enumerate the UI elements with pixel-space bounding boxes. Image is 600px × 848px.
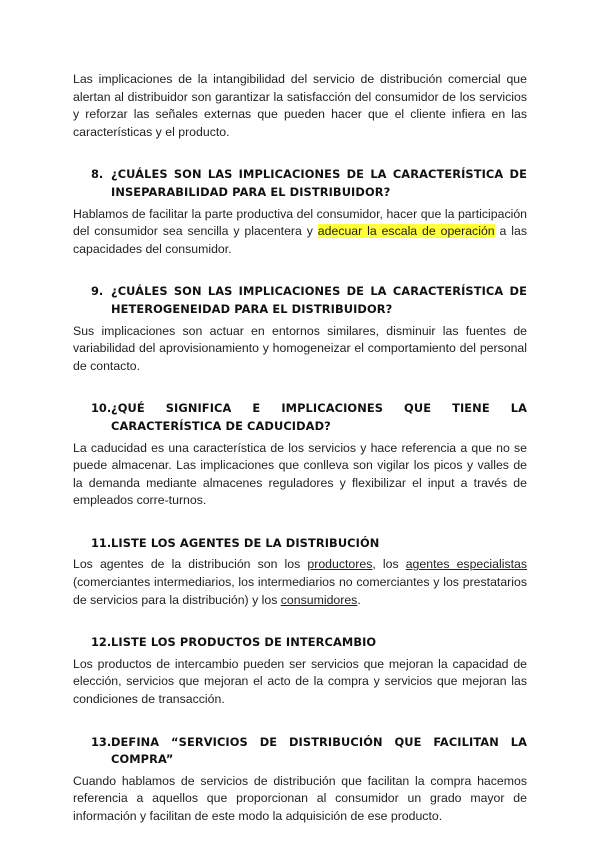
body-text: Hablamos de facilitar la parte productiva del consumidor, hacer que la participación del consumidor sea sencilla y placentera y [73, 206, 527, 239]
section-number: 9. [91, 284, 104, 299]
section-13-body: Cuando hablamos de servicios de distribución que facilitan la compra hacemos referencia a aquellos que proporcionan al consumidor un grado mayor de información y facilitan de este modo la adquisición de ese producto. [73, 773, 527, 823]
section-11-body [73, 556, 527, 609]
section-11-heading [73, 535, 527, 553]
section-title: LISTE LOS PRODUCTOS DE INTERCAMBIO [111, 635, 377, 650]
section-9-body: Sus implicaciones son actuar en entornos similares, disminuir las fuentes de variabilidad del aprovisionamiento y homogeneizar el comportamiento del personal de contacto. [73, 323, 527, 373]
section-10-heading [73, 400, 527, 435]
section-12-heading [73, 634, 527, 652]
highlighted-text: adecuar la escala de operación [317, 224, 495, 239]
section-number: 8. [91, 167, 104, 182]
underlined-term-agentes: agentes especialistas [405, 557, 527, 572]
body-text: Los agentes de la distribución son los [73, 557, 308, 572]
body-text: , los [372, 557, 406, 572]
underlined-term-consumidores: consumidores [280, 592, 358, 607]
body-text: a las capacidades del consumidor. [73, 224, 527, 256]
section-9-heading [73, 283, 527, 318]
document-content [73, 71, 527, 826]
underlined-term-productores: productores [307, 557, 373, 572]
body-text: . [357, 592, 361, 607]
section-10-body: La caducidad es una característica de los servicios y hace referencia a que no se puede almacenar. Las implicaciones que conlleva son vigilar los picos y valles de la demanda mediante almacenes reguladores y flexibilizar el input a través de empleados corre-turnos. [73, 440, 527, 508]
section-title: ¿CUÁLES SON LAS IMPLICACIONES DE LA CARACTERÍSTICA DE INSEPARABILIDAD PARA EL DISTRIBUIDOR? [111, 167, 527, 199]
section-number: 13. [91, 734, 112, 749]
section-8-body [73, 206, 527, 259]
section-12-body: Los productos de intercambio pueden ser servicios que mejoran la capacidad de elección, servicios que mejoran el acto de la compra y servicios que mejoran las condiciones de transacción. [73, 656, 527, 707]
section-number: 10. [91, 401, 112, 416]
section-number: 11. [91, 535, 112, 550]
section-8-heading [73, 166, 527, 201]
section-title: ¿CUÁLES SON LAS IMPLICACIONES DE LA CARACTERÍSTICA DE HETEROGENEIDAD PARA EL DISTRIBUIDOR? [111, 284, 527, 316]
body-text: (comerciantes intermediarios, los intermediarios no comerciantes y los prestatarios de servicios para la distribución) y los [73, 575, 527, 607]
section-title: ¿QUÉ SIGNIFICA E IMPLICACIONES QUE TIENE LA CARACTERÍSTICA DE CADUCIDAD? [111, 401, 527, 433]
section-13-heading [73, 734, 527, 769]
section-title: DEFINA “SERVICIOS DE DISTRIBUCIÓN QUE FACILITAN LA COMPRA” [111, 734, 527, 767]
section-title: LISTE LOS AGENTES DE LA DISTRIBUCIÓN [111, 535, 380, 550]
intro-paragraph: Las implicaciones de la intangibilidad del servicio de distribución comercial que alertan al distribuidor son garantizar la satisfacción del consumidor de los servicios y reforzar las señales externas que pueden hacer que el cliente infiera en las características y el producto. [73, 72, 527, 139]
section-number: 12. [91, 635, 112, 650]
